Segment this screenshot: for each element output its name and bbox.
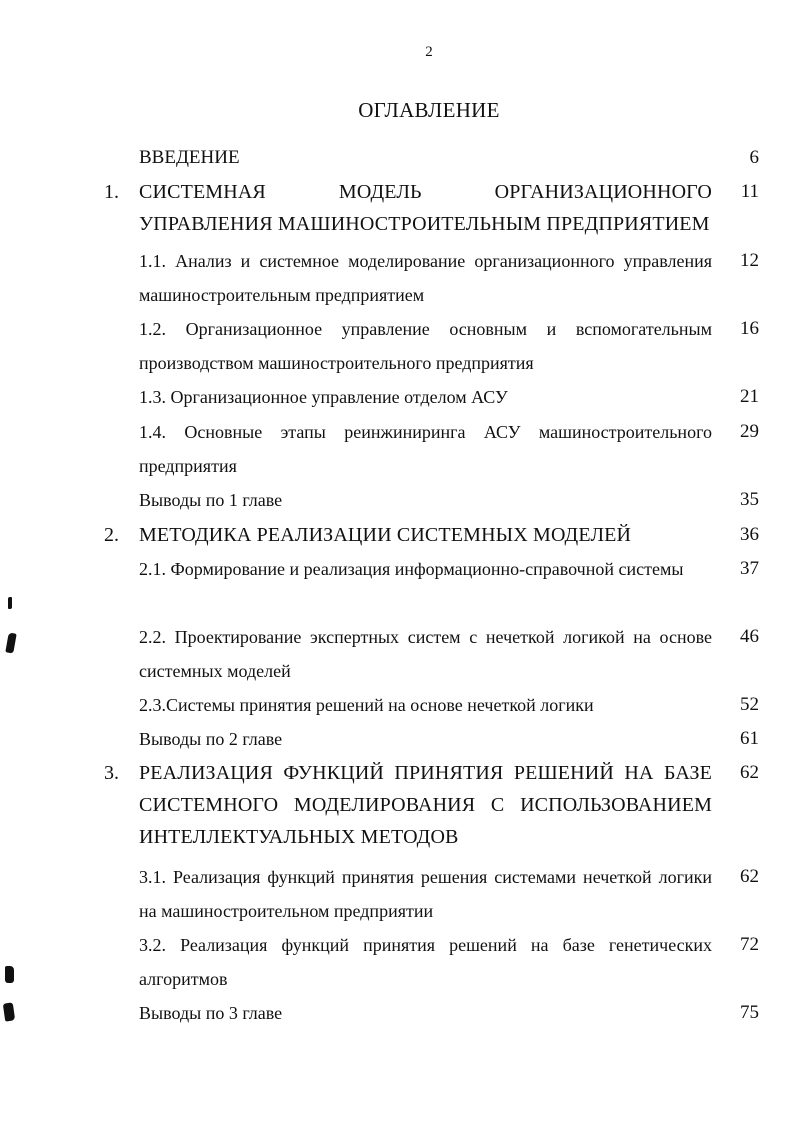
toc-entry-page: 12 [740, 250, 759, 271]
page-number: 2 [425, 44, 433, 60]
toc-entry-text: 3.1. Реализация функций принятия решения системами нечеткой логики на машиностроительном предприятии [139, 867, 712, 921]
toc-entry-text: 2.3.Системы принятия решений на основе нечеткой логики [139, 695, 594, 715]
toc-entry-page: 62 [740, 762, 759, 783]
toc-entry-text: Выводы по 2 главе [139, 729, 283, 749]
toc-entry-page: 62 [740, 866, 759, 887]
toc-entry-text: 1.1. Анализ и системное моделирование организационного управления машиностроительным предприятием [139, 251, 712, 305]
toc-entry-text: 1.3. Организационное управление отделом АСУ [139, 387, 508, 407]
toc-entry-text: 2.1. Формирование и реализация информационно-справочной системы [139, 559, 684, 579]
scan-artifact [3, 1002, 15, 1021]
toc-entry-text: 1.4. Основные этапы реинжиниринга АСУ машиностроительного предприятия [139, 422, 712, 476]
toc-entry-text: МЕТОДИКА РЕАЛИЗАЦИИ СИСТЕМНЫХ МОДЕЛЕЙ [139, 524, 632, 546]
toc-entry-page: 37 [740, 558, 759, 579]
toc-entry-page: 29 [740, 421, 759, 442]
toc-entry-text: 1.2. Организационное управление основным и вспомогательным производством машиностроительного предприятия [139, 319, 712, 373]
toc-entry-text: Выводы по 3 главе [139, 1003, 283, 1023]
scan-artifact [8, 597, 12, 609]
toc-entry-text: Выводы по 1 главе [139, 490, 283, 510]
toc-entry-text: СИСТЕМНАЯ МОДЕЛЬ ОРГАНИЗАЦИОННОГО УПРАВЛЕНИЯ МАШИНОСТРОИТЕЛЬНЫМ ПРЕДПРИЯТИЕМ [139, 181, 712, 235]
toc-entry-page: 21 [740, 386, 759, 407]
toc-entry-text: РЕАЛИЗАЦИЯ ФУНКЦИЙ ПРИНЯТИЯ РЕШЕНИЙ НА БАЗЕ СИСТЕМНОГО МОДЕЛИРОВАНИЯ С ИСПОЛЬЗОВАНИЕМ ИНТЕЛЛЕКТУАЛЬНЫХ МЕТОДОВ [139, 762, 712, 848]
toc-entry-text: ВВЕДЕНИЕ [139, 147, 240, 168]
toc-entry-page: 35 [740, 489, 759, 510]
toc-entry-page: 52 [740, 694, 759, 715]
scan-artifact [5, 966, 14, 983]
toc-entry-number: 1. [104, 181, 119, 203]
toc-entry-page: 11 [740, 181, 759, 202]
toc-title: ОГЛАВЛЕНИЕ [358, 98, 500, 122]
toc-entry-page: 6 [749, 147, 759, 168]
toc-entry-page: 36 [740, 524, 759, 545]
scan-artifact [5, 632, 16, 653]
toc-entry-page: 75 [740, 1002, 759, 1023]
toc-entry-text: 3.2. Реализация функций принятия решений на базе генетических алгоритмов [139, 935, 712, 989]
toc-entry-page: 46 [740, 626, 759, 647]
toc-entry-page: 61 [740, 728, 759, 749]
toc-entry-text: 2.2. Проектирование экспертных систем с нечеткой логикой на основе системных моделей [139, 627, 712, 681]
toc-entry-number: 2. [104, 524, 119, 546]
toc-entry-page: 72 [740, 934, 759, 955]
toc-entry-number: 3. [104, 762, 119, 784]
toc-entry-page: 16 [740, 318, 759, 339]
